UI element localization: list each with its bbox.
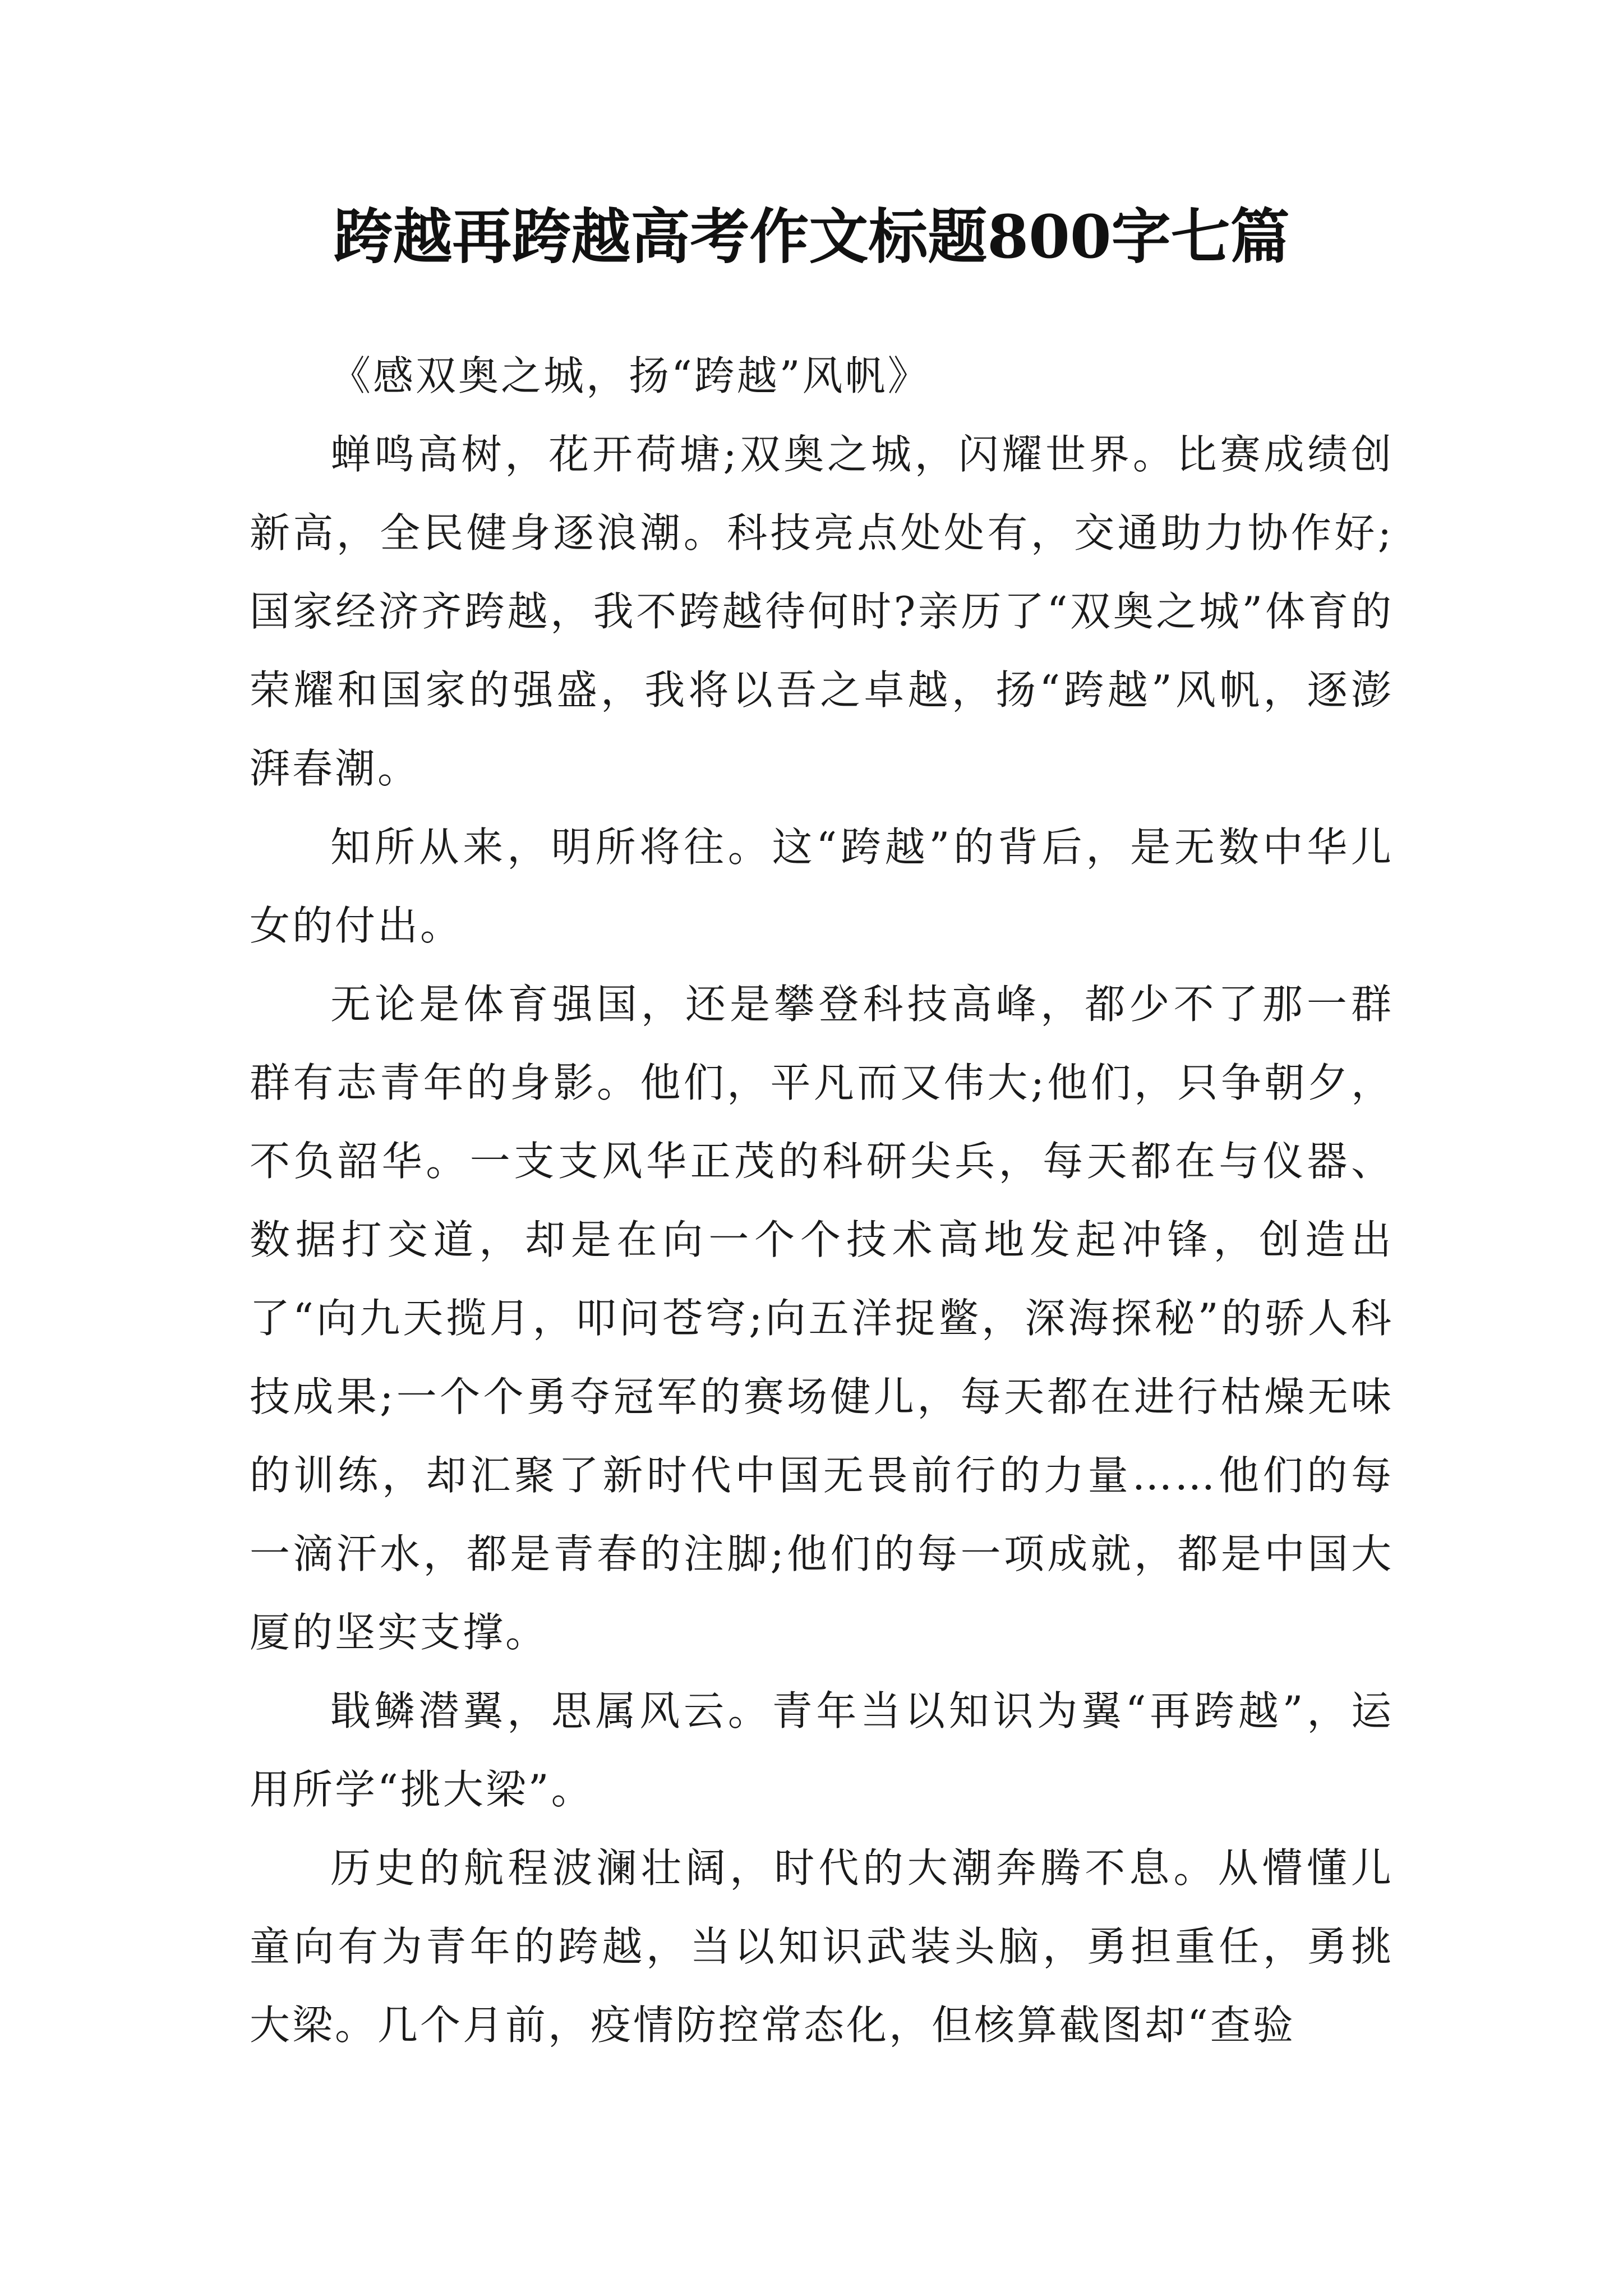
paragraph: 蝉鸣高树，花开荷塘;双奥之城，闪耀世界。比赛成绩创新高，全民健身逐浪潮。科技亮点处处有，交通助力协作好;国家经济齐跨越，我不跨越待何时?亲历了“双奥之城”体育的荣耀和国家的强盛，我将以吾之卓越，扬“跨越”风帆，逐澎湃春潮。	[250, 431, 1394, 792]
paragraph: 知所从来，明所将往。这“跨越”的背后，是无数中华儿女的付出。	[250, 823, 1394, 949]
paragraph: 历史的航程波澜壮阔，时代的大潮奔腾不息。从懵懂儿童向有为青年的跨越，当以知识武装头脑，勇担重任，勇挑大梁。几个月前，疫情防控常态化，但核算截图却“查验	[250, 1844, 1394, 2049]
paragraph: 无论是体育强国，还是攀登科技高峰，都少不了那一群群有志青年的身影。他们，平凡而又伟大;他们，只争朝夕，不负韶华。一支支风华正茂的科研尖兵，每天都在与仪器、数据打交道，却是在向一个个技术高地发起冲锋，创造出了“向九天揽月，叩问苍穹;向五洋捉鳖，深海探秘”的骄人科技成果;一个个勇夺冠军的赛场健儿，每天都在进行枯燥无味的训练，却汇聚了新时代中国无畏前行的力量……他们的每一滴汗水，都是青春的注脚;他们的每一项成就，都是中国大厦的坚实支撑。	[250, 981, 1394, 1656]
paragraph-subtitle: 《感双奥之城，扬“跨越”风帆》	[330, 352, 930, 399]
document-body	[250, 337, 1394, 2064]
document-title: 跨越再跨越高考作文标题800字七篇	[333, 201, 1290, 272]
paragraph: 戢鳞潜翼，思属风云。青年当以知识为翼“再跨越”，运用所学“挑大梁”。	[250, 1687, 1394, 1813]
